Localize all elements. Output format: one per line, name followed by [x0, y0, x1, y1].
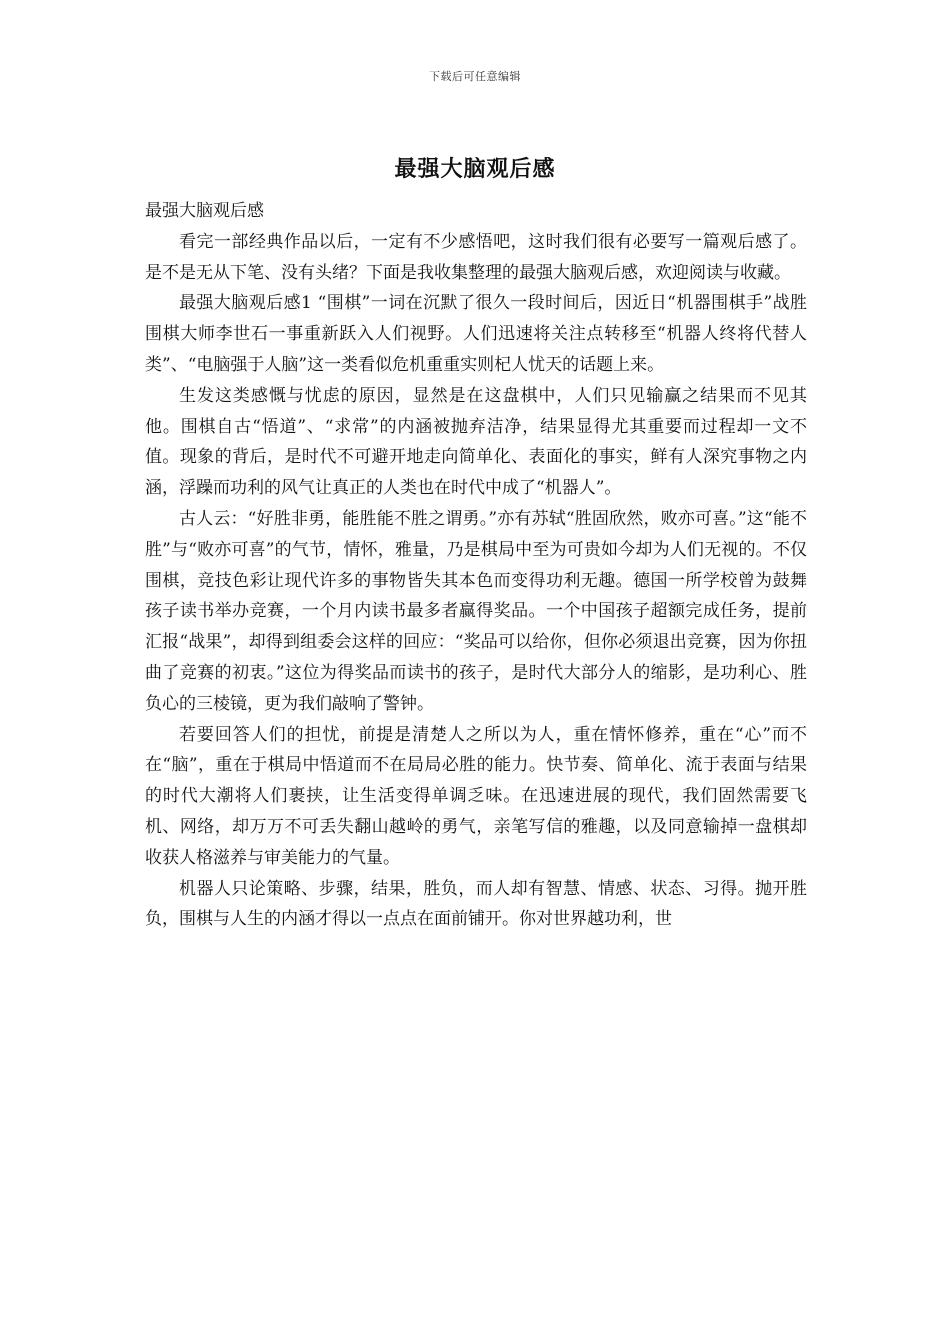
- header-note: 下载后可任意编辑: [429, 70, 521, 83]
- document-subtitle: 最强大脑观后感: [145, 201, 264, 221]
- paragraph-2: 生发这类感慨与忧虑的原因，显然是在这盘棋中，人们只见输赢之结果而不见其他。围棋自古“悟道”、“求常”的内涵被抛弃洁净，结果显得尤其重要而过程却一文不值。现象的背后，是时代不可避开地走向简单化、表面化的事实，鲜有人深究事物之内涵，浮躁而功利的风气让真正的人类也在时代中成了“机器人”。: [145, 385, 807, 499]
- paragraph-intro: 看完一部经典作品以后，一定有不少感悟吧，这时我们很有必要写一篇观后感了。是不是无从下笔、没有头绪？下面是我收集整理的最强大脑观后感，欢迎阅读与收藏。: [145, 231, 807, 283]
- paragraph-1: 最强大脑观后感1 “围棋”一词在沉默了很久一段时间后，因近日“机器围棋手”战胜围棋大师李世石一事重新跃入人们视野。人们迅速将关注点转移至“机器人终将代替人类”、“电脑强于人脑”这一类看似危机重重实则杞人忧天的话题上来。: [145, 293, 807, 375]
- paragraph-4: 若要回答人们的担忧，前提是清楚人之所以为人，重在情怀修养，重在“心”而不在“脑”，重在于棋局中悟道而不在局局必胜的能力。快节奏、简单化、流于表面与结果的时代大潮将人们裹挟，让生活变得单调乏味。在迅速进展的现代，我们固然需要飞机、网络，却万万不可丢失翻山越岭的勇气，亲笔写信的雅趣，以及同意输掉一盘棋却收获人格滋养与审美能力的气量。: [145, 724, 807, 868]
- paragraph-5: 机器人只论策略、步骤，结果，胜负，而人却有智慧、情感、状态、习得。抛开胜负，围棋与人生的内涵才得以一点点在面前铺开。你对世界越功利，世: [145, 878, 807, 930]
- paragraph-3: 古人云：“好胜非勇，能胜能不胜之谓勇。”亦有苏轼“胜固欣然，败亦可喜。”这“能不胜”与“败亦可喜”的气节，情怀，雅量，乃是棋局中至为可贵如今却为人们无视的。不仅围棋，竞技色彩让现代许多的事物皆失其本色而变得功利无趣。德国一所学校曾为鼓舞孩子读书举办竞赛，一个月内读书最多者赢得奖品。一个中国孩子超额完成任务，提前汇报“战果”，却得到组委会这样的回应：“奖品可以给你，但你必须退出竞赛，因为你扭曲了竞赛的初衷。”这位为得奖品而读书的孩子，是时代大部分人的缩影，是功利心、胜负心的三棱镜，更为我们敲响了警钟。: [145, 508, 807, 714]
- document-body: [145, 196, 807, 935]
- document-title: 最强大脑观后感: [394, 156, 556, 182]
